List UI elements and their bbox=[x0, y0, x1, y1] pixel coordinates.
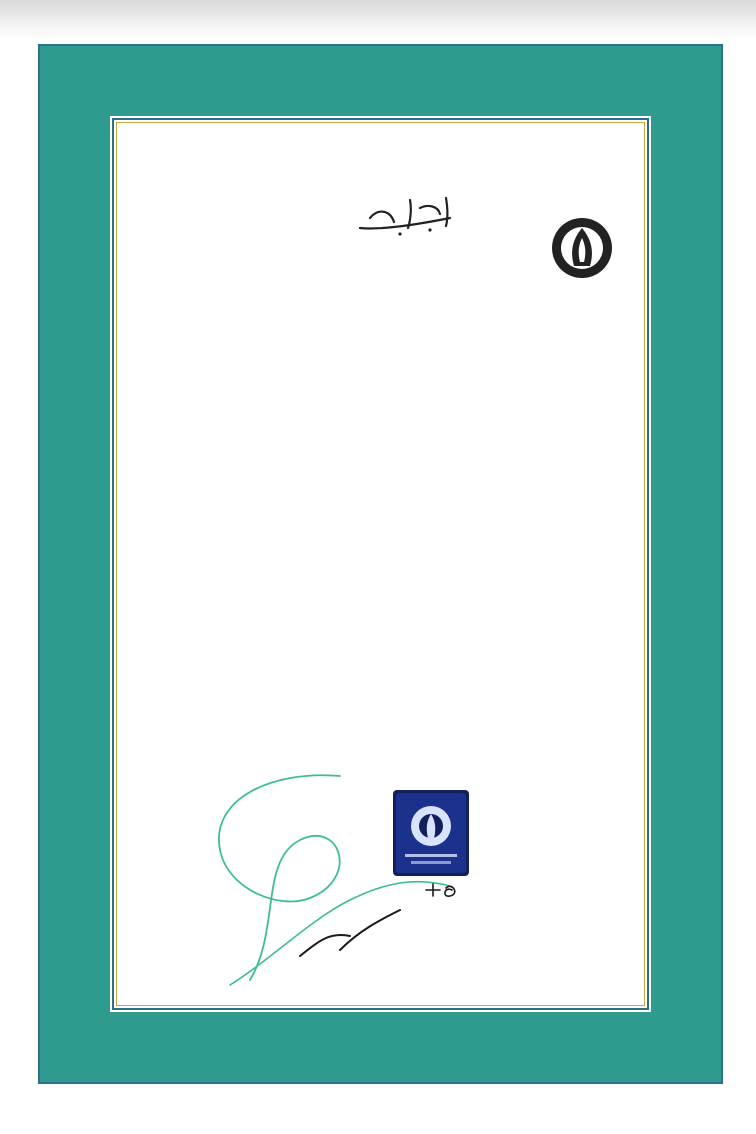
bismillah-calligraphy-icon bbox=[350, 188, 470, 240]
scan-edge bbox=[0, 0, 756, 40]
official-stamp-icon bbox=[393, 790, 469, 876]
university-park-logo-icon bbox=[532, 206, 632, 306]
